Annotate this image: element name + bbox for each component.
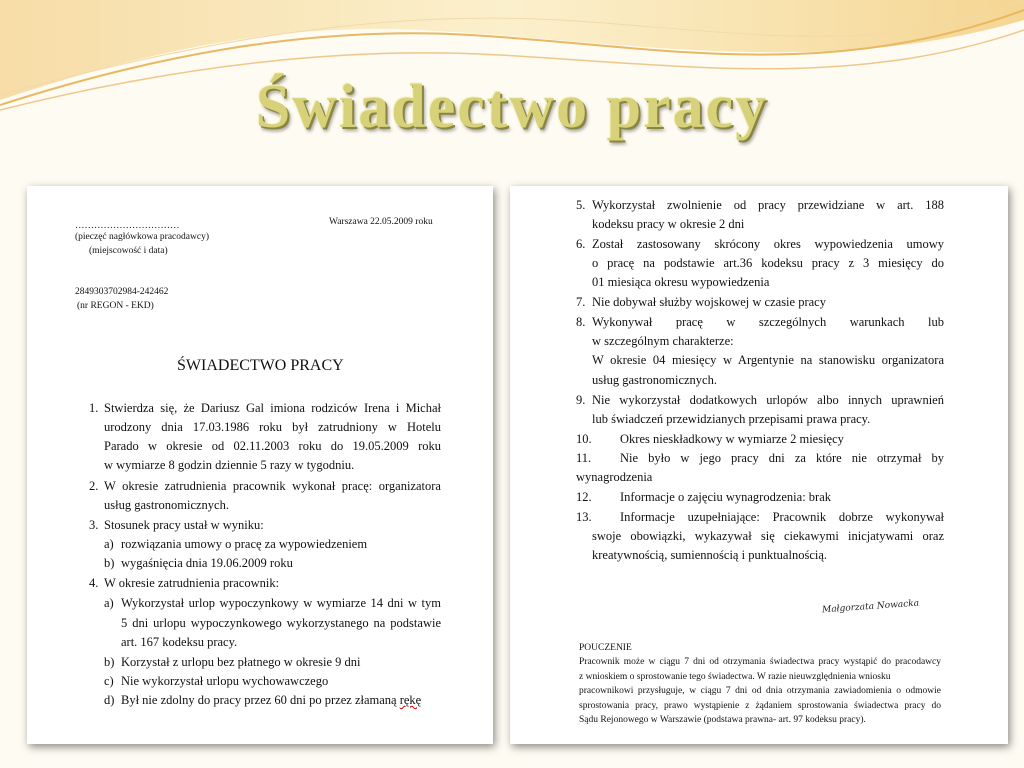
item-line: usług gastronomicznych. [592,373,717,387]
notice-line: pracownikowi przysługuje, w ciągu 7 dni od dnia otrzymania zawiadomienia o odmowie [579,686,941,696]
item-number: 3. [89,518,99,532]
item-line: 5 dni urlopu wypoczynkowego wykorzystanego na podstawie [121,616,441,630]
signature: Małgorzata Nowacka [821,598,920,616]
item-line: wynagrodzenia [576,470,653,484]
item-line: Stwierdza się, że Dariusz Gal imiona rodziców Irena i Michał [104,401,441,415]
place-date: Warszawa 22.05.2009 roku [329,217,433,227]
item-line-text: Był nie zdolny do pracy przez 60 dni po przez złamaną [121,693,400,707]
item-line: W okresie 04 miesięcy w Argentynie na stanowisku organizatora [592,353,944,367]
item-line: Nie wykorzystał dodatkowych urlopów albo innych uprawnień [592,393,944,407]
item-number: 6. [576,237,586,251]
item-line: Wykorzystał urlop wypoczynkowy w wymiarze 14 dni w tym [121,596,441,610]
sub-item-letter: a) [104,596,114,610]
item-line: Stosunek pracy ustał w wyniku: [104,518,264,532]
item-line: Informacje o zajęciu wynagrodzenia: brak [620,490,832,504]
regon-number: 2849303702984-242462 [75,287,169,297]
item-line: W okresie zatrudnienia pracownik wykonał pracę: organizatora [104,479,441,493]
notice-line: z wnioskiem o sprostowanie tego świadectwa. W razie nieuwzględnienia wniosku [579,671,891,682]
item-line [121,691,421,710]
misspelled-word: rękę [399,693,422,707]
regon-label: (nr REGON - EKD) [77,301,154,311]
sub-item-letter: c) [104,674,114,688]
document-page-right [510,186,1008,744]
item-line: art. 167 kodeksu pracy. [121,635,238,649]
item-number: 2. [89,479,99,493]
item-number: 9. [576,393,586,407]
stamp-label: (pieczęć nagłówkowa pracodawcy) [75,232,209,242]
item-number: 1. [89,401,99,415]
slide-title: Świadectwo pracy [255,73,769,141]
stamp-dots: …………………………… [75,221,180,231]
item-line: W okresie zatrudnienia pracownik: [104,576,280,590]
item-number: 5. [576,198,586,212]
item-line: Korzystał z urlopu bez płatnego w okresie 9 dni [121,655,361,669]
item-line: kodeksu pracy w okresie 2 dni [592,217,745,231]
item-line: Został zastosowany skrócony okres wypowiedzenia umowy [592,237,944,251]
item-line: Nie dobywał służby wojskowej w czasie pracy [592,295,826,309]
document-heading: ŚWIADECTWO PRACY [177,357,344,374]
item-line: Okres nieskładkowy w wymiarze 2 miesięcy [620,432,844,446]
item-line: o pracę na podstawie art.36 kodeksu pracy z 3 miesięcy do [592,256,944,270]
item-line: lub świadczeń przewidzianych przepisami prawa pracy. [592,412,871,426]
item-number: 12. [576,490,592,504]
item-line: rozwiązania umowy o pracę za wypowiedzeniem [121,537,368,551]
item-line: Wykonywał pracę w szczególnych warunkach lub [592,315,944,329]
item-line: swoje obowiązki, wykazywał się ciekawymi inicjatywami oraz [592,529,944,543]
item-line: usług gastronomicznych. [104,498,229,512]
place-label: (miejscowość i data) [89,246,168,256]
item-line: Nie było w jego pracy dni za które nie otrzymał by [620,451,944,465]
item-line: urodzony dnia 17.03.1986 roku był zatrudniony w Hotelu [104,420,441,434]
sub-item-letter: d) [104,693,115,707]
item-number: 13. [576,510,592,524]
notice-line: Pracownik może w ciągu 7 dni od otrzymania świadectwa pracy wystąpić do pracodawcy [579,657,941,667]
item-line: wygaśnięcia dnia 19.06.2009 roku [121,556,293,570]
item-number: 11. [576,451,592,465]
sub-item-letter: b) [104,556,115,570]
sub-item-letter: b) [104,655,115,669]
item-line: 01 miesiąca okresu wypowiedzenia [592,275,770,289]
item-number: 7. [576,295,586,309]
item-number: 10. [576,432,592,446]
item-number: 4. [89,576,99,590]
item-line: Parado w okresie od 02.11.2003 roku do 19.05.2009 roku [104,439,441,453]
notice-line: sprostowania pracy, prawo wystąpienie z żądaniem sprostowania świadectwa pracy do [579,700,941,711]
item-line: Nie wykorzystał urlopu wychowawczego [121,674,329,688]
item-line: Informacje uzupełniające: Pracownik dobrze wykonywał [620,510,944,524]
notice-title: POUCZENIE [579,643,632,653]
notice-text [579,655,941,728]
item-number: 8. [576,315,586,329]
document-page-left [27,186,493,744]
item-line: kreatywnością, sumiennością i punktualnością. [592,548,828,562]
item-line: Wykorzystał zwolnienie od pracy przewidziane w art. 188 [592,198,944,212]
sub-item-letter: a) [104,537,114,551]
notice-line: Sądu Rejonowego w Warszawie (podstawa prawna- art. 97 kodeksu pracy). [579,715,866,725]
item-line: w wymiarze 8 godzin dziennie 5 razy w tygodniu. [104,458,355,472]
item-line: w szczególnym charakterze: [592,334,734,348]
